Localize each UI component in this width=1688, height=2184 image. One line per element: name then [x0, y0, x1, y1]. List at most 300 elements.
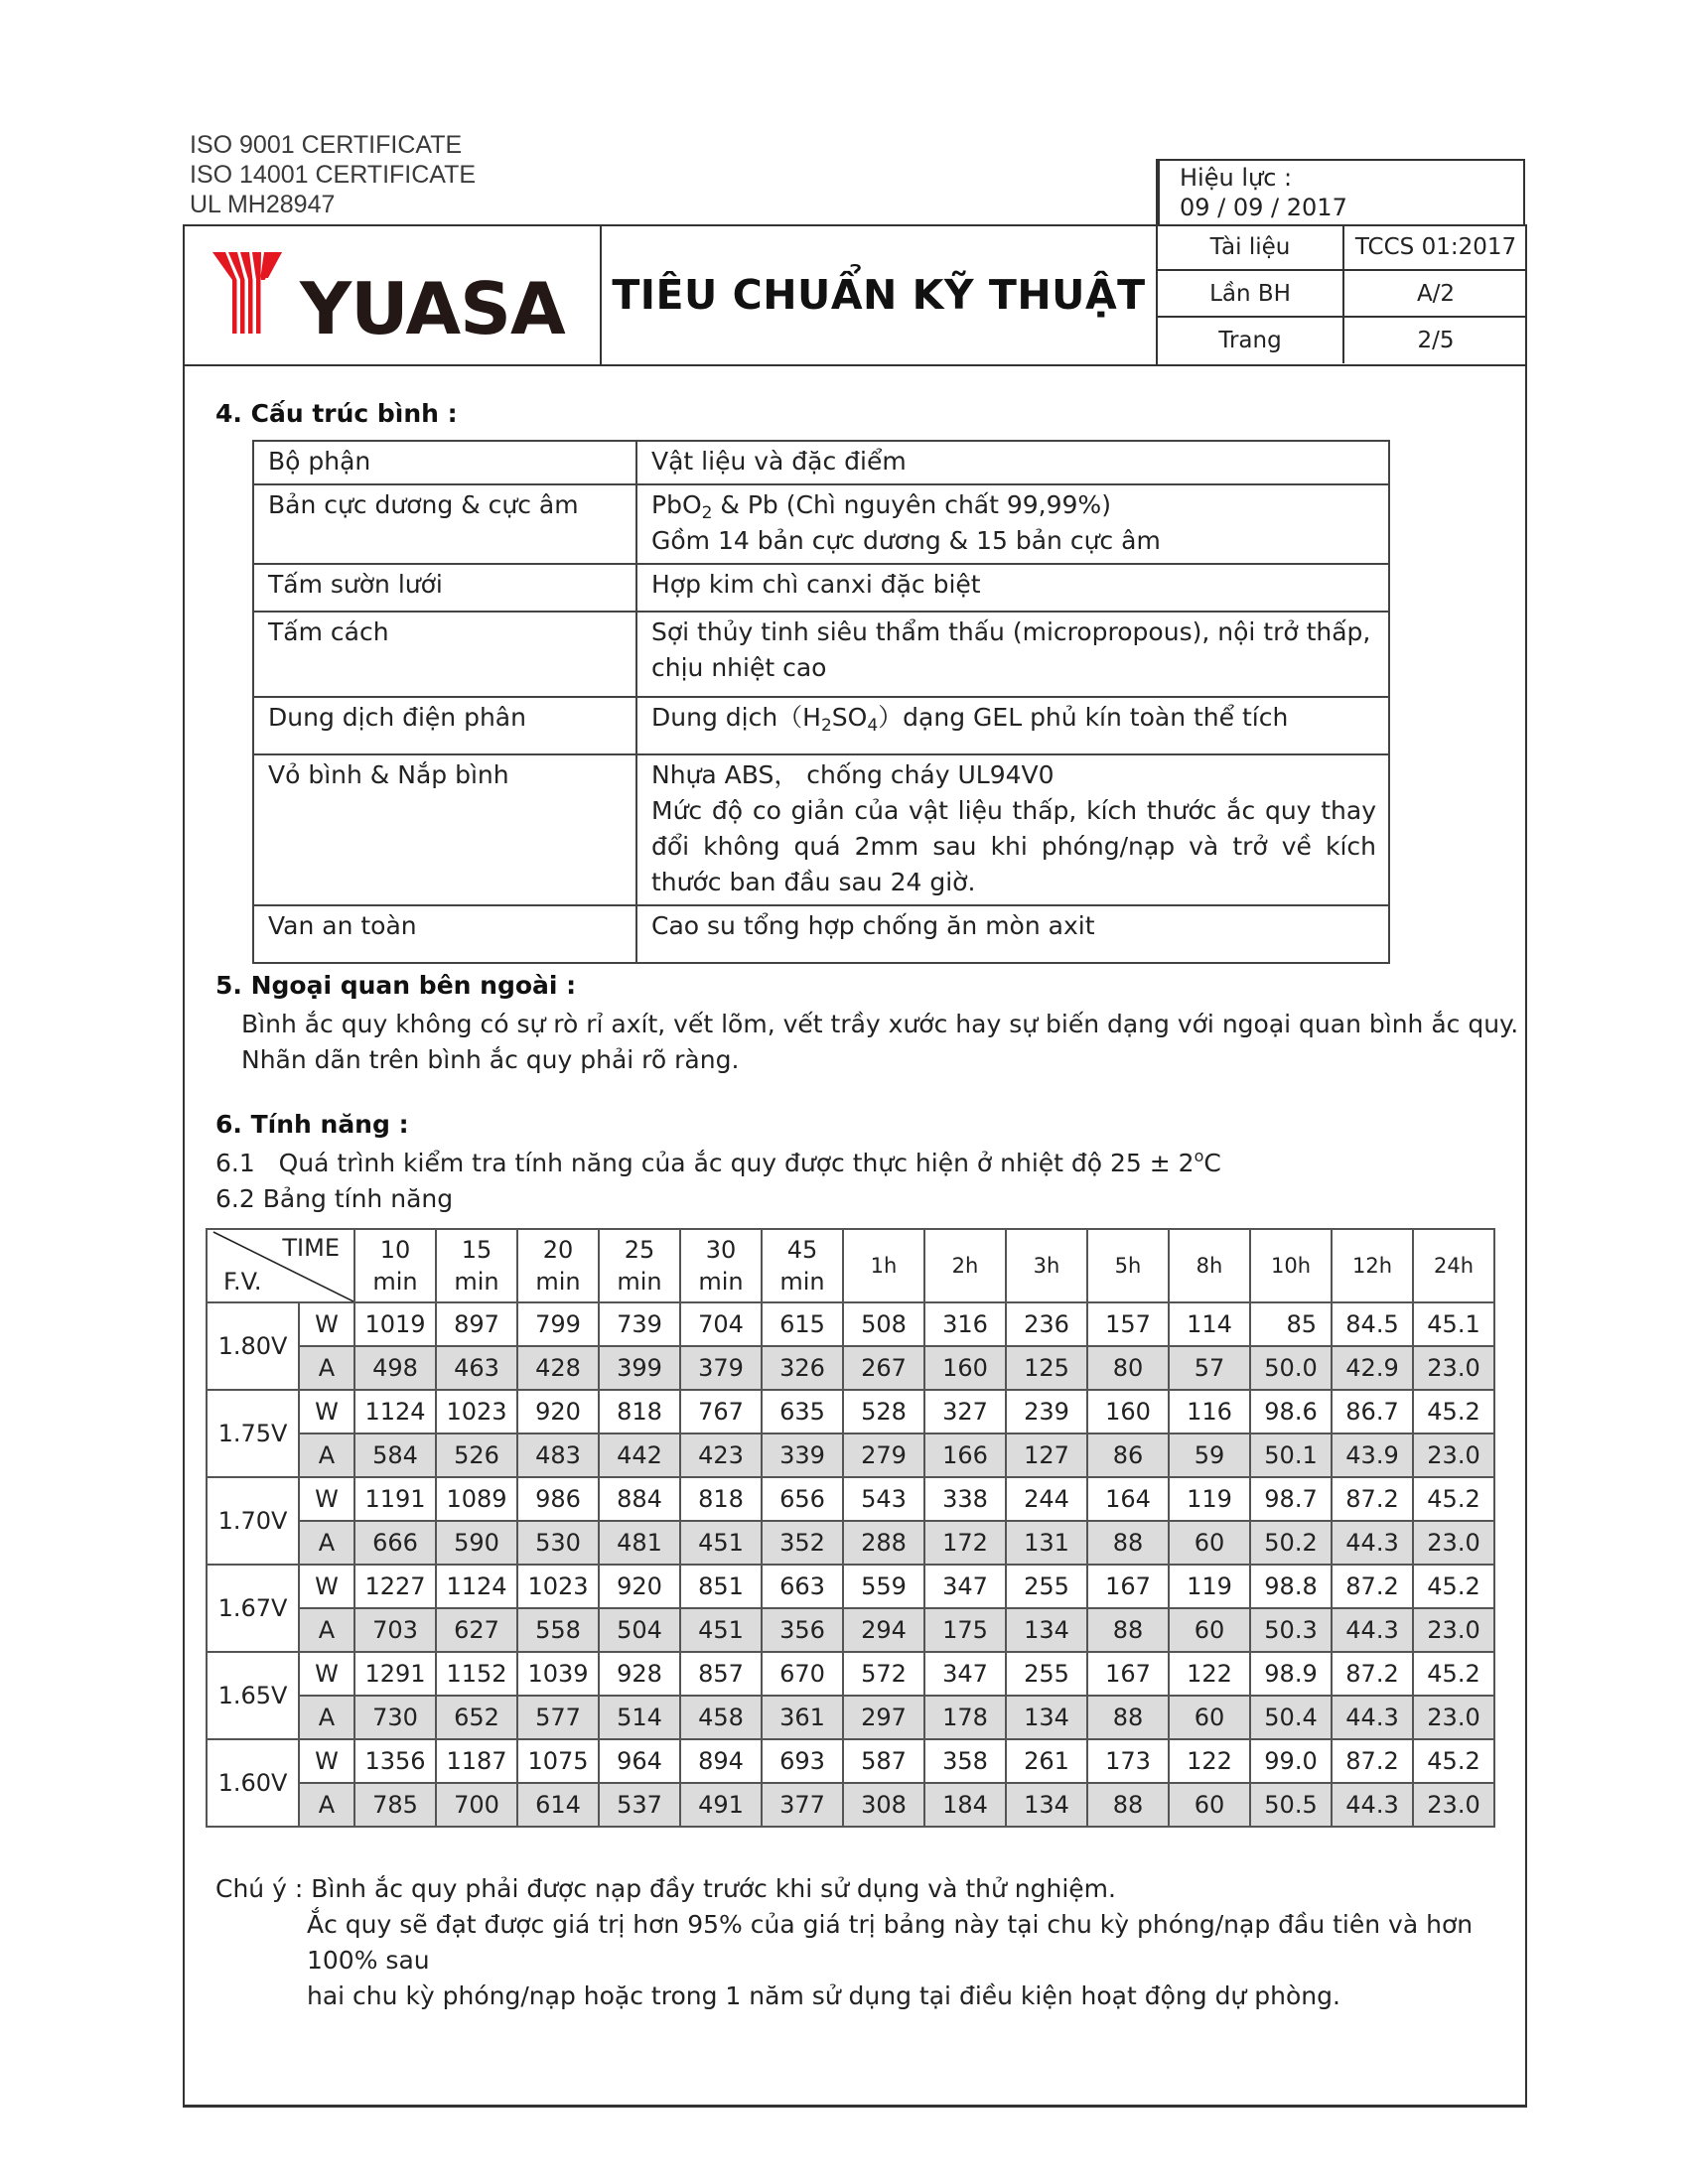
watt-row	[207, 1477, 1494, 1521]
validity-label: Hiệu lực :	[1180, 164, 1293, 192]
item-text: Quá trình kiểm tra tính năng của ắc quy được thực hiện ở nhiệt độ 25 ± 2	[278, 1149, 1195, 1177]
structure-row	[253, 612, 1389, 697]
value-cell: 134	[1006, 1608, 1087, 1652]
time-header	[1169, 1229, 1250, 1302]
value-cell: 127	[1006, 1433, 1087, 1477]
part-material: Dung $dịch(H_2SO_4)dạng$ GEL phủ kín toàn thể tích	[636, 697, 1389, 754]
time-header-text: min	[535, 1268, 581, 1296]
time-header	[354, 1229, 436, 1302]
value-cell: 347	[924, 1652, 1006, 1696]
value-cell: 928	[599, 1652, 680, 1696]
value-cell: 44.3	[1332, 1696, 1413, 1739]
structure-row	[253, 697, 1389, 754]
value-cell: 739	[599, 1302, 680, 1346]
value-cell: 442	[599, 1433, 680, 1477]
unit-cell: W	[299, 1302, 354, 1346]
final-voltage-cell: 1.70V	[207, 1477, 299, 1565]
value-cell: 1187	[436, 1739, 517, 1783]
value-cell: 119	[1169, 1565, 1250, 1608]
note-line: hai chu kỳ phóng/nạp hoặc trong 1 năm sử dụng tại điều kiện hoạt động dự phòng.	[307, 1981, 1340, 2010]
value-cell: 50.1	[1250, 1433, 1332, 1477]
value-cell: 491	[680, 1783, 762, 1827]
time-header-text: 30	[705, 1236, 737, 1264]
value-cell: 173	[1087, 1739, 1169, 1783]
material-line: Mức độ co giản của vật liệu thấp, kích thước ắc quy thay đổi không quá 2mm sau khi phóng/nạp và trở về kích thước ban đầu sau 24 giờ.	[651, 796, 1376, 896]
value-cell: 45.1	[1413, 1302, 1494, 1346]
value-cell: 50.3	[1250, 1608, 1332, 1652]
final-voltage-cell: 1.80V	[207, 1302, 299, 1390]
value-cell: 119	[1169, 1477, 1250, 1521]
item-number: 6.1	[215, 1149, 255, 1177]
value-cell: 356	[762, 1608, 843, 1652]
value-cell: 1023	[436, 1390, 517, 1433]
value-cell: 572	[843, 1652, 924, 1696]
value-cell: 1152	[436, 1652, 517, 1696]
value-cell: 1124	[354, 1390, 436, 1433]
value-cell: 23.0	[1413, 1346, 1494, 1390]
value-cell: 167	[1087, 1565, 1169, 1608]
value-cell: 88	[1087, 1696, 1169, 1739]
value-cell: 339	[762, 1433, 843, 1477]
value-cell: 167	[1087, 1652, 1169, 1696]
time-header	[924, 1229, 1006, 1302]
value-cell: 244	[1006, 1477, 1087, 1521]
value-cell: 98.6	[1250, 1390, 1332, 1433]
value-cell: 528	[843, 1390, 924, 1433]
value-cell: 656	[762, 1477, 843, 1521]
final-voltage-cell: 1.65V	[207, 1652, 299, 1739]
value-cell: 88	[1087, 1783, 1169, 1827]
value-cell: 134	[1006, 1783, 1087, 1827]
value-cell: 920	[599, 1565, 680, 1608]
amp-row	[207, 1433, 1494, 1477]
value-cell: 1023	[517, 1565, 599, 1608]
performance-table	[206, 1228, 1495, 1828]
value-cell: 288	[843, 1521, 924, 1565]
yuasa-emblem-icon	[212, 248, 570, 340]
structure-table-header	[253, 441, 1389, 484]
value-cell: 423	[680, 1433, 762, 1477]
info-key: Trang	[1158, 318, 1344, 363]
certificate-iso14001: ISO 14001 CERTIFICATE	[190, 161, 477, 189]
value-cell: 920	[517, 1390, 599, 1433]
value-cell: 87.2	[1332, 1565, 1413, 1608]
value-cell: 358	[924, 1739, 1006, 1783]
value-cell: 1227	[354, 1565, 436, 1608]
header-corner-cell	[207, 1229, 354, 1302]
value-cell: 60	[1169, 1608, 1250, 1652]
value-cell: 799	[517, 1302, 599, 1346]
final-voltage-cell: 1.75V	[207, 1390, 299, 1477]
watt-row	[207, 1302, 1494, 1346]
value-cell: 44.3	[1332, 1608, 1413, 1652]
corner-label-time: TIME	[282, 1234, 340, 1262]
unit-cell: W	[299, 1390, 354, 1433]
time-header-text: 10	[379, 1236, 411, 1264]
value-cell: 98.9	[1250, 1652, 1332, 1696]
unit-cell: W	[299, 1565, 354, 1608]
time-header-text: 1h	[870, 1254, 898, 1278]
part-material: Hợp kim chì canxi đặc biệt	[636, 564, 1389, 612]
note-line	[215, 1871, 1526, 1907]
time-header	[436, 1229, 517, 1302]
part-material: Sợi thủy tinh siêu thẩm thấu (micropropous), nội trở thấp, chịu nhiệt cao	[636, 612, 1389, 697]
value-cell: 160	[1087, 1390, 1169, 1433]
value-cell: 584	[354, 1433, 436, 1477]
info-value: A/2	[1416, 280, 1456, 307]
value-cell: 504	[599, 1608, 680, 1652]
amp-row	[207, 1783, 1494, 1827]
value-cell: 44.3	[1332, 1783, 1413, 1827]
time-header	[599, 1229, 680, 1302]
value-cell: 399	[599, 1346, 680, 1390]
time-header-text: 5h	[1114, 1254, 1142, 1278]
watt-row	[207, 1739, 1494, 1783]
value-cell: 451	[680, 1521, 762, 1565]
value-cell: 652	[436, 1696, 517, 1739]
part-name: Vỏ bình & Nắp bình	[253, 754, 636, 905]
note	[215, 1871, 1526, 2014]
time-header-text: 20	[542, 1236, 574, 1264]
time-header	[1087, 1229, 1169, 1302]
value-cell: 1291	[354, 1652, 436, 1696]
certificate-ul: UL MH28947	[190, 191, 336, 218]
value-cell: 45.2	[1413, 1739, 1494, 1783]
value-cell: 458	[680, 1696, 762, 1739]
value-cell: 116	[1169, 1390, 1250, 1433]
value-cell: 1089	[436, 1477, 517, 1521]
time-header-text: 8h	[1196, 1254, 1223, 1278]
value-cell: 326	[762, 1346, 843, 1390]
value-cell: 88	[1087, 1608, 1169, 1652]
value-cell: 43.9	[1332, 1433, 1413, 1477]
structure-row	[253, 564, 1389, 612]
value-cell: 23.0	[1413, 1521, 1494, 1565]
structure-row	[253, 754, 1389, 905]
value-cell: 42.9	[1332, 1346, 1413, 1390]
value-cell: 379	[680, 1346, 762, 1390]
value-cell: 184	[924, 1783, 1006, 1827]
value-cell: 498	[354, 1346, 436, 1390]
value-cell: 693	[762, 1739, 843, 1783]
value-cell: 590	[436, 1521, 517, 1565]
amp-row	[207, 1346, 1494, 1390]
value-cell: 86	[1087, 1433, 1169, 1477]
value-cell: 514	[599, 1696, 680, 1739]
part-name: Tấm sườn lưới	[253, 564, 636, 612]
value-cell: 23.0	[1413, 1608, 1494, 1652]
value-cell: 60	[1169, 1521, 1250, 1565]
info-key: Tài liệu	[1158, 224, 1344, 269]
value-cell: 483	[517, 1433, 599, 1477]
column-header-material: Vật liệu và đặc điểm	[636, 441, 1389, 484]
time-header-text: 10h	[1270, 1254, 1312, 1278]
value-cell: 23.0	[1413, 1433, 1494, 1477]
value-cell: 818	[599, 1390, 680, 1433]
info-row-document	[1158, 224, 1527, 271]
note-line: Ắc quy sẽ đạt được giá trị hơn 95% của giá trị bảng này tại chu kỳ phóng/nạp đầu tiên và hơn 100% sau	[307, 1910, 1474, 1975]
value-cell: 663	[762, 1565, 843, 1608]
note-label: Chú ý :	[215, 1874, 304, 1903]
value-cell: 178	[924, 1696, 1006, 1739]
value-cell: 703	[354, 1608, 436, 1652]
material-line: PbO$_2$ & Pb (Chì nguyên chất 99,99%)	[651, 490, 1111, 523]
value-cell: 463	[436, 1346, 517, 1390]
value-cell: 481	[599, 1521, 680, 1565]
value-cell: 157	[1087, 1302, 1169, 1346]
info-row-revision	[1158, 271, 1527, 318]
info-value: TCCS 01:2017	[1354, 233, 1517, 260]
value-cell: 85	[1250, 1302, 1332, 1346]
value-cell: 131	[1006, 1521, 1087, 1565]
value-cell: 45.2	[1413, 1652, 1494, 1696]
section-5-line: Bình ắc quy không có sự rò rỉ axít, vết lõm, vết trầy xước hay sự biến dạng với ngoại quan bình ắc quy.	[241, 1010, 1519, 1038]
value-cell: 451	[680, 1608, 762, 1652]
value-cell: 577	[517, 1696, 599, 1739]
value-cell: 166	[924, 1433, 1006, 1477]
header-divider	[183, 364, 1527, 366]
time-header-text: min	[779, 1268, 825, 1296]
value-cell: 45.2	[1413, 1390, 1494, 1433]
watt-row	[207, 1390, 1494, 1433]
value-cell: 327	[924, 1390, 1006, 1433]
value-cell: 700	[436, 1783, 517, 1827]
degree-sup: o	[1194, 1147, 1204, 1165]
value-cell: 164	[1087, 1477, 1169, 1521]
material-line: Nhựa ABS， chống cháy UL94V0	[651, 760, 1055, 789]
structure-row	[253, 905, 1389, 963]
value-cell: 666	[354, 1521, 436, 1565]
part-material: Cao su tổng hợp chống ăn mòn axit	[636, 905, 1389, 963]
brand-name: YUASA	[300, 267, 565, 340]
material-line: Gồm 14 bản cực dương & 15 bản cực âm	[651, 526, 1161, 555]
value-cell: 785	[354, 1783, 436, 1827]
value-cell: 730	[354, 1696, 436, 1739]
time-header-text: 25	[624, 1236, 655, 1264]
value-cell: 1075	[517, 1739, 599, 1783]
value-cell: 526	[436, 1433, 517, 1477]
info-key: Lần BH	[1158, 271, 1344, 316]
part-name: Bản cực dương & cực âm	[253, 484, 636, 564]
value-cell: 530	[517, 1521, 599, 1565]
value-cell: 50.5	[1250, 1783, 1332, 1827]
section-6-1	[215, 1146, 1221, 1181]
part-material	[636, 754, 1389, 905]
value-cell: 175	[924, 1608, 1006, 1652]
value-cell: 352	[762, 1521, 843, 1565]
value-cell: 57	[1169, 1346, 1250, 1390]
value-cell: 114	[1169, 1302, 1250, 1346]
value-cell: 543	[843, 1477, 924, 1521]
amp-row	[207, 1696, 1494, 1739]
time-header	[843, 1229, 924, 1302]
section-4-heading: 4. Cấu trúc bình :	[215, 399, 458, 428]
value-cell: 559	[843, 1565, 924, 1608]
value-cell: 125	[1006, 1346, 1087, 1390]
value-cell: 87.2	[1332, 1652, 1413, 1696]
certificate-iso9001: ISO 9001 CERTIFICATE	[190, 131, 463, 159]
unit-cell: A	[299, 1346, 354, 1390]
unit-cell: A	[299, 1696, 354, 1739]
value-cell: 59	[1169, 1433, 1250, 1477]
value-cell: 60	[1169, 1783, 1250, 1827]
value-cell: 1039	[517, 1652, 599, 1696]
value-cell: 23.0	[1413, 1783, 1494, 1827]
watt-row	[207, 1652, 1494, 1696]
value-cell: 88	[1087, 1521, 1169, 1565]
time-header	[1006, 1229, 1087, 1302]
value-cell: 428	[517, 1346, 599, 1390]
value-cell: 87.2	[1332, 1739, 1413, 1783]
part-name: Van an toàn	[253, 905, 636, 963]
time-header	[1332, 1229, 1413, 1302]
structure-table	[252, 440, 1390, 964]
time-header-text: min	[454, 1268, 499, 1296]
section-5-line: Nhãn dãn trên bình ắc quy phải rõ ràng.	[241, 1045, 740, 1074]
time-header-text: 24h	[1433, 1254, 1475, 1278]
time-header	[1413, 1229, 1494, 1302]
value-cell: 670	[762, 1652, 843, 1696]
value-cell: 23.0	[1413, 1696, 1494, 1739]
final-voltage-cell: 1.60V	[207, 1739, 299, 1827]
value-cell: 627	[436, 1608, 517, 1652]
value-cell: 767	[680, 1390, 762, 1433]
time-header	[762, 1229, 843, 1302]
value-cell: 50.0	[1250, 1346, 1332, 1390]
value-cell: 44.3	[1332, 1521, 1413, 1565]
amp-row	[207, 1521, 1494, 1565]
section-6-heading: 6. Tính năng :	[215, 1110, 409, 1139]
note-text: Bình ắc quy phải được nạp đầy trước khi sử dụng và thử nghiệm.	[311, 1874, 1116, 1903]
time-header-text: 45	[786, 1236, 818, 1264]
time-header	[1250, 1229, 1332, 1302]
corner-label-fv: F.V.	[223, 1268, 262, 1296]
value-cell: 60	[1169, 1696, 1250, 1739]
part-name: Tấm cách	[253, 612, 636, 697]
value-cell: 279	[843, 1433, 924, 1477]
time-header-text: 2h	[951, 1254, 979, 1278]
unit-cell: A	[299, 1521, 354, 1565]
value-cell: 80	[1087, 1346, 1169, 1390]
value-cell: 316	[924, 1302, 1006, 1346]
validity-date: 09 / 09 / 2017	[1180, 194, 1347, 221]
value-cell: 537	[599, 1783, 680, 1827]
info-row-page	[1158, 318, 1527, 363]
value-cell: 361	[762, 1696, 843, 1739]
value-cell: 98.8	[1250, 1565, 1332, 1608]
value-cell: 1019	[354, 1302, 436, 1346]
value-cell: 294	[843, 1608, 924, 1652]
value-cell: 964	[599, 1739, 680, 1783]
value-cell: 134	[1006, 1696, 1087, 1739]
value-cell: 267	[843, 1346, 924, 1390]
final-voltage-cell: 1.67V	[207, 1565, 299, 1652]
certificates	[190, 130, 476, 219]
value-cell: 377	[762, 1783, 843, 1827]
unit-cell: W	[299, 1652, 354, 1696]
value-cell: 255	[1006, 1565, 1087, 1608]
value-cell: 236	[1006, 1302, 1087, 1346]
document-title: TIÊU CHUẨN KỸ THUẬT	[612, 270, 1146, 319]
value-cell: 851	[680, 1565, 762, 1608]
unit-cell: A	[299, 1608, 354, 1652]
time-header-text: 3h	[1033, 1254, 1060, 1278]
value-cell: 558	[517, 1608, 599, 1652]
time-header	[517, 1229, 599, 1302]
value-cell: 172	[924, 1521, 1006, 1565]
value-cell: 239	[1006, 1390, 1087, 1433]
performance-table-header	[207, 1229, 1494, 1302]
value-cell: 347	[924, 1565, 1006, 1608]
value-cell: 87.2	[1332, 1477, 1413, 1521]
document-info-table	[1158, 224, 1527, 363]
value-cell: 122	[1169, 1739, 1250, 1783]
value-cell: 98.7	[1250, 1477, 1332, 1521]
value-cell: 261	[1006, 1739, 1087, 1783]
amp-row	[207, 1608, 1494, 1652]
unit-cell: A	[299, 1783, 354, 1827]
part-material	[636, 484, 1389, 564]
info-value: 2/5	[1417, 328, 1455, 353]
value-cell: 255	[1006, 1652, 1087, 1696]
value-cell: 86.7	[1332, 1390, 1413, 1433]
value-cell: 614	[517, 1783, 599, 1827]
value-cell: 615	[762, 1302, 843, 1346]
value-cell: 1124	[436, 1565, 517, 1608]
value-cell: 297	[843, 1696, 924, 1739]
value-cell: 986	[517, 1477, 599, 1521]
value-cell: 884	[599, 1477, 680, 1521]
structure-row	[253, 484, 1389, 564]
time-header-text: 15	[461, 1236, 492, 1264]
value-cell: 338	[924, 1477, 1006, 1521]
section-6-body	[215, 1146, 1221, 1217]
value-cell: 587	[843, 1739, 924, 1783]
unit: C	[1203, 1149, 1221, 1177]
value-cell: 122	[1169, 1652, 1250, 1696]
time-header	[680, 1229, 762, 1302]
value-cell: 894	[680, 1739, 762, 1783]
section-6-2: 6.2 Bảng tính năng	[215, 1184, 454, 1213]
value-cell: 508	[843, 1302, 924, 1346]
value-cell: 1356	[354, 1739, 436, 1783]
value-cell: 704	[680, 1302, 762, 1346]
unit-cell: A	[299, 1433, 354, 1477]
watt-row	[207, 1565, 1494, 1608]
value-cell: 635	[762, 1390, 843, 1433]
value-cell: 84.5	[1332, 1302, 1413, 1346]
section-5-body	[241, 1007, 1518, 1078]
value-cell: 160	[924, 1346, 1006, 1390]
time-header-text: min	[372, 1268, 418, 1296]
value-cell: 897	[436, 1302, 517, 1346]
yuasa-logo	[212, 248, 570, 340]
section-5-heading: 5. Ngoại quan bên ngoài :	[215, 971, 577, 1000]
validity-box	[1158, 159, 1525, 224]
value-cell: 818	[680, 1477, 762, 1521]
value-cell: 50.4	[1250, 1696, 1332, 1739]
value-cell: 857	[680, 1652, 762, 1696]
value-cell: 308	[843, 1783, 924, 1827]
value-cell: 45.2	[1413, 1565, 1494, 1608]
unit-cell: W	[299, 1739, 354, 1783]
unit-cell: W	[299, 1477, 354, 1521]
time-header-text: min	[617, 1268, 662, 1296]
time-header-text: min	[698, 1268, 744, 1296]
value-cell: 50.2	[1250, 1521, 1332, 1565]
value-cell: 1191	[354, 1477, 436, 1521]
part-name: Dung dịch điện phân	[253, 697, 636, 754]
